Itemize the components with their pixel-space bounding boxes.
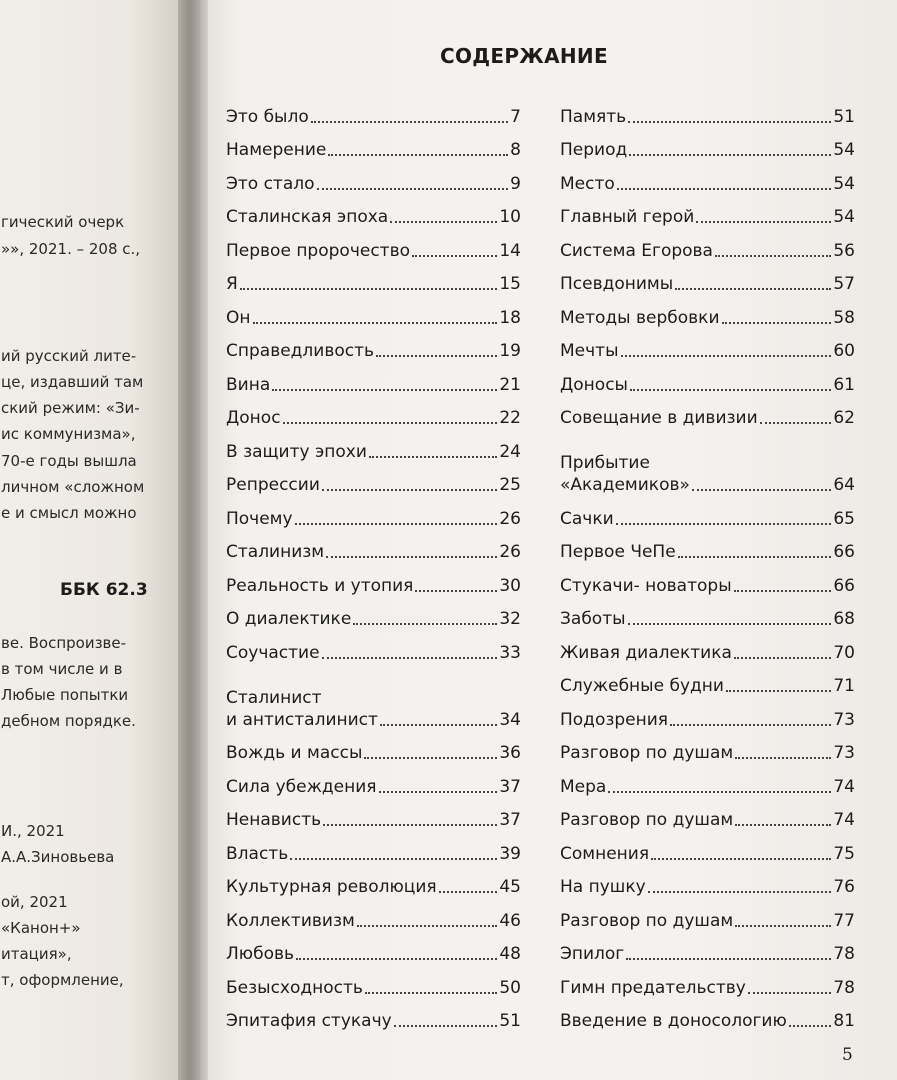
toc-leader-dots [678,556,832,558]
copyright-line: ве. Воспроизве- [1,634,127,652]
toc-entry-page: 32 [499,609,521,629]
toc-entry-title: Вождь и массы [226,743,363,763]
imprint-line: гический очерк [1,213,125,231]
copyright-line: дебном порядке. [1,712,136,730]
toc-entry-page: 62 [833,408,855,428]
toc-entry [560,429,855,496]
toc-entry-page: 68 [833,609,855,629]
toc-leader-dots [283,422,498,424]
toc-entry-page: 34 [499,709,521,730]
toc-leader-dots [760,422,832,424]
toc-leader-dots [357,925,498,927]
toc-entry-title: Разговор по душам [560,910,734,931]
imprint-line: »», 2021. – 208 с., [1,240,141,258]
toc-entry-page: 81 [833,1011,855,1031]
toc-entry [226,195,521,229]
toc-entry-page: 78 [833,944,855,964]
toc-entry-title: Стукачи- новаторы [560,575,732,596]
toc-entry-page: 26 [499,508,521,529]
toc-entry-title: Он [226,307,251,328]
toc-entry [226,362,521,396]
copyright-line: И., 2021 [1,822,65,840]
toc-entry-title: Соучастие [226,642,320,663]
toc-entry-title: Донос [226,408,281,428]
toc-leader-dots [380,724,497,726]
toc-leader-dots [326,556,497,558]
toc-leader-dots [630,389,831,391]
toc-entry [226,831,521,865]
toc-entry [560,128,855,162]
toc-entry [226,463,521,497]
toc-entry-page: 51 [499,1011,521,1031]
toc-leader-dots [735,925,831,927]
toc-leader-dots [722,322,832,324]
toc-leader-dots [390,221,497,223]
toc-entry-title: Псевдонимы [560,274,674,294]
toc-entry-page: 37 [499,810,521,830]
toc-entry-page: 36 [499,743,521,763]
toc-entry [560,329,855,363]
toc-entry [560,999,855,1033]
toc-entry-page: 8 [510,140,521,160]
toc-leader-dots [272,389,497,391]
contents-right-column [560,94,855,1032]
toc-entry [226,228,521,262]
copyright-line: А.А.Зиновьева [1,848,115,866]
toc-entry-page: 33 [499,642,521,663]
toc-entry-page: 54 [833,140,855,160]
toc-leader-dots [734,657,831,659]
toc-leader-dots [608,791,831,793]
toc-entry [560,630,855,664]
toc-leader-dots [726,690,831,692]
toc-leader-dots [715,255,831,257]
copyright-line: ой, 2021 [1,893,68,911]
toc-entry-title: Это стало [226,173,315,194]
toc-entry-page: 57 [833,274,855,294]
toc-leader-dots [617,188,832,190]
toc-leader-dots [295,523,498,525]
toc-leader-dots [376,355,497,357]
toc-leader-dots [670,724,831,726]
toc-entry-title: Совещание в дивизии [560,408,758,428]
toc-entry [560,764,855,798]
toc-leader-dots [369,456,497,458]
toc-leader-dots [253,322,498,324]
toc-entry-page: 48 [499,944,521,964]
toc-entry-page: 71 [833,676,855,696]
toc-entry [226,329,521,363]
toc-entry-title: Сомнения [560,843,650,864]
toc-entry-page: 54 [833,173,855,194]
toc-leader-dots [734,590,832,592]
toc-entry-title: Первое ЧеПе [560,542,676,562]
toc-entry-page: 18 [499,307,521,328]
toc-entry-title: Сталинист и антисталинист [226,687,378,730]
toc-leader-dots [629,154,831,156]
annotation-line: це, издавший там [1,373,144,391]
toc-leader-dots [328,154,508,156]
toc-entry-page: 46 [499,910,521,931]
toc-entry [560,362,855,396]
bbk-code: ББК 62.3 [60,580,148,600]
toc-entry [226,798,521,832]
toc-entry-title: Сила убеждения [226,776,377,797]
toc-leader-dots [353,623,497,625]
toc-entry-title: Власть [226,843,289,864]
toc-leader-dots [365,992,497,994]
toc-entry-page: 56 [833,240,855,261]
toc-leader-dots [364,757,497,759]
toc-entry-page: 74 [833,810,855,830]
annotation-line: е и смысл можно [1,504,137,522]
toc-leader-dots [675,288,831,290]
toc-entry [560,932,855,966]
toc-leader-dots [651,858,831,860]
toc-entry-title: В защиту эпохи [226,441,367,462]
toc-entry [560,530,855,564]
toc-leader-dots [412,255,497,257]
toc-entry-page: 19 [499,341,521,361]
toc-entry [560,898,855,932]
toc-entry-page: 77 [833,910,855,931]
toc-leader-dots [628,623,832,625]
toc-entry [560,496,855,530]
toc-entry [560,965,855,999]
toc-entry [226,161,521,195]
toc-entry-title: Разговор по душам [560,810,734,830]
toc-entry-page: 66 [833,575,855,596]
toc-entry [226,731,521,765]
toc-leader-dots [692,489,831,491]
book-gutter [178,0,208,1080]
toc-leader-dots [626,958,831,960]
toc-entry-page: 65 [833,508,855,529]
toc-entry-title: Любовь [226,944,295,964]
toc-leader-dots [628,121,831,123]
toc-entry-title: На пушку [560,877,646,897]
toc-entry [560,195,855,229]
toc-entry-page: 73 [833,743,855,763]
toc-entry-page: 21 [499,374,521,395]
toc-entry-title: Разговор по душам [560,743,734,763]
toc-leader-dots [317,188,509,190]
toc-entry [226,429,521,463]
toc-entry-title: Первое пророчество [226,240,410,261]
toc-entry-page: 7 [510,106,521,127]
toc-entry-page: 24 [499,441,521,462]
toc-entry-title: Служебные будни [560,676,724,696]
annotation-line: личном «сложном [1,478,145,496]
toc-entry-title: Место [560,173,615,194]
toc-entry-title: Мечты [560,341,619,361]
toc-leader-dots [696,221,831,223]
toc-entry-title: Мера [560,776,607,797]
toc-entry [560,563,855,597]
toc-entry [560,664,855,698]
copyright-line: т, оформление, [1,971,124,989]
toc-entry-title: Доносы [560,374,628,395]
toc-entry-title: Репрессии [226,475,320,495]
toc-entry-title: Прибытие «Академиков» [560,453,690,495]
toc-entry [560,697,855,731]
toc-entry-title: Я [226,274,238,294]
annotation-line: 70-е годы вышла [1,452,137,470]
toc-entry-title: Культурная революция [226,877,437,897]
toc-entry [226,396,521,430]
toc-entry-title: Справедливость [226,341,375,361]
toc-leader-dots [311,121,508,123]
toc-entry-page: 70 [833,642,855,663]
toc-entry-title: Вина [226,374,271,395]
toc-leader-dots [735,757,831,759]
toc-entry-page: 22 [499,408,521,428]
toc-entry-title: Период [560,140,628,160]
toc-entry-page: 64 [833,475,855,495]
toc-entry-page: 50 [499,977,521,998]
toc-entry-page: 14 [499,240,521,261]
toc-entry-title: Система Егорова [560,240,713,261]
toc-entry [560,228,855,262]
toc-leader-dots [735,824,831,826]
toc-entry-title: Главный герой [560,207,695,227]
toc-entry-page: 10 [499,207,521,227]
toc-entry [560,262,855,296]
toc-entry-page: 25 [499,475,521,495]
toc-entry [560,831,855,865]
toc-entry [226,262,521,296]
annotation-line: ский режим: «Зи- [1,399,140,417]
contents-left-column [226,94,521,1032]
annotation-line: ий русский лите- [1,347,137,365]
toc-entry [226,999,521,1033]
toc-entry-title: Коллективизм [226,910,355,931]
toc-entry [560,396,855,430]
toc-entry-page: 30 [499,575,521,596]
toc-entry-title: Сталинизм [226,542,325,562]
toc-entry [226,295,521,329]
toc-entry-page: 9 [510,173,521,194]
toc-entry-title: Эпитафия стукачу [226,1011,392,1031]
toc-entry-title: Сачки [560,508,614,529]
toc-entry [560,94,855,128]
toc-leader-dots [240,288,498,290]
toc-entry [226,764,521,798]
toc-leader-dots [322,657,498,659]
previous-page [0,0,188,1080]
toc-entry-title: Живая диалектика [560,642,732,663]
toc-leader-dots [290,858,497,860]
toc-entry-title: Почему [226,508,293,529]
toc-leader-dots [322,489,497,491]
toc-entry-page: 74 [833,776,855,797]
page-number: 5 [842,1045,853,1065]
toc-entry-page: 66 [833,542,855,562]
toc-entry-title: Эпилог [560,944,625,964]
toc-leader-dots [394,1025,498,1027]
toc-entry-title: Ненависть [226,810,322,830]
toc-entry-page: 58 [833,307,855,328]
toc-entry [226,94,521,128]
copyright-line: итация», [1,945,72,963]
toc-entry-page: 73 [833,709,855,730]
copyright-line: «Канон+» [1,919,81,937]
toc-entry [226,630,521,664]
toc-entry-title: Подозрения [560,709,669,730]
toc-leader-dots [296,958,497,960]
toc-entry-page: 60 [833,341,855,361]
toc-entry-title: Сталинская эпоха [226,207,389,227]
toc-entry [226,865,521,899]
toc-entry-title: Гимн предательству [560,977,746,998]
toc-entry-page: 76 [833,877,855,897]
toc-entry-page: 54 [833,207,855,227]
page-title: СОДЕРЖАНИЕ [440,44,608,68]
toc-entry-page: 51 [833,106,855,127]
toc-entry [226,563,521,597]
toc-entry-title: Введение в доносологию [560,1011,787,1031]
toc-entry [226,496,521,530]
toc-entry-title: Безысходность [226,977,363,998]
toc-leader-dots [648,891,832,893]
toc-leader-dots [621,355,832,357]
copyright-line: Любые попытки [1,686,129,704]
toc-entry-title: Методы вербовки [560,307,720,328]
toc-entry-title: Заботы [560,609,626,629]
toc-entry [226,664,521,731]
toc-entry-title: Реальность и утопия [226,575,414,596]
toc-entry-page: 26 [499,542,521,562]
toc-entry-page: 45 [499,877,521,897]
toc-leader-dots [616,523,832,525]
toc-entry-page: 15 [499,274,521,294]
toc-entry-page: 75 [833,843,855,864]
toc-entry [226,530,521,564]
toc-entry [560,161,855,195]
toc-entry [560,731,855,765]
toc-leader-dots [323,824,497,826]
toc-entry [560,295,855,329]
toc-entry [560,865,855,899]
toc-leader-dots [439,891,498,893]
toc-entry-title: Память [560,106,627,127]
toc-entry-title: Это было [226,106,309,127]
toc-entry-page: 37 [499,776,521,797]
toc-entry [226,932,521,966]
toc-entry-title: Намерение [226,140,327,160]
toc-leader-dots [379,791,498,793]
toc-leader-dots [415,590,497,592]
annotation-line: ис коммунизма», [1,425,136,443]
toc-entry-title: О диалектике [226,609,352,629]
toc-entry [560,597,855,631]
toc-entry [226,597,521,631]
toc-leader-dots [748,992,831,994]
copyright-line: в том числе и в [1,660,123,678]
toc-entry-page: 78 [833,977,855,998]
toc-entry-page: 61 [833,374,855,395]
toc-entry [226,965,521,999]
toc-entry [226,898,521,932]
toc-entry [560,798,855,832]
toc-entry-page: 39 [499,843,521,864]
toc-entry [226,128,521,162]
toc-leader-dots [789,1025,832,1027]
